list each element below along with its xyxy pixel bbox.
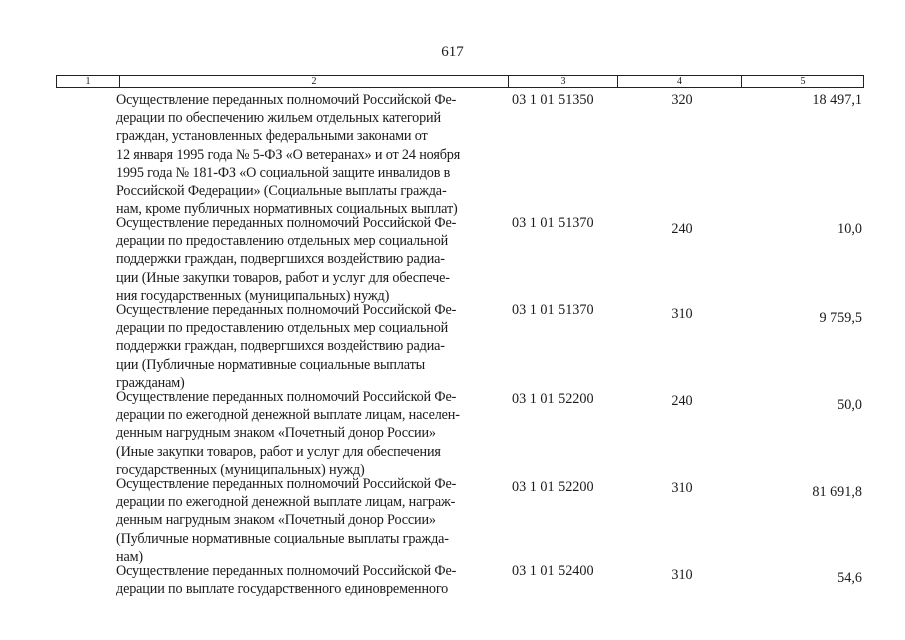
row-expense-type: 240 [671,393,693,409]
row-expense-type: 320 [671,92,693,108]
row-code: 03 1 01 51370 [512,215,594,231]
row-code: 03 1 01 52200 [512,479,594,495]
row-expense-type: 310 [671,480,693,496]
row-code: 03 1 01 51370 [512,302,594,318]
row-amount: 50,0 [837,397,862,413]
row-amount: 18 497,1 [812,92,862,108]
row-amount: 54,6 [837,570,862,586]
row-code: 03 1 01 52400 [512,563,594,579]
row-amount: 9 759,5 [819,310,862,326]
row-description: Осуществление переданных полномочий Российской Фе- дерации по предоставлению отдельных мер социальной поддержки граждан, подвергшихся воздействию радиа- ции (Публичные нормативные социальные выплаты гражданам) [116,302,457,391]
row-description: Осуществление переданных полномочий Российской Фе- дерации по ежегодной денежной выплате лицам, населен- денным нагрудным знаком «Почетный донор России» (Иные закупки товаров, работ и услуг для обеспечения государственных (муниципальных) нужд) [116,389,460,478]
row-expense-type: 240 [671,221,693,237]
column-header-2: 2 [119,75,508,88]
row-amount: 10,0 [837,221,862,237]
row-description: Осуществление переданных полномочий Российской Фе- дерации по обеспечению жильем отдельных категорий граждан, установленных федеральными законами от 12 января 1995 года № 5-ФЗ «О ветеранах» и от 24 ноября 1995 года № 181-ФЗ «О социальной защите инвалидов в Российской Федерации» (Социальные выплаты гражда- нам, кроме публичных нормативных социальных выплат) [116,92,461,218]
row-description: Осуществление переданных полномочий Российской Фе- дерации по предоставлению отдельных мер социальной поддержки граждан, подвергшихся воздействию радиа- ции (Иные закупки товаров, работ и услуг для обеспече- ния государственных (муниципальных) нужд) [116,215,457,304]
row-code: 03 1 01 51350 [512,92,594,108]
row-description: Осуществление переданных полномочий Российской Фе- дерации по выплате государственного единовременного [116,563,457,598]
column-header-3: 3 [508,75,617,88]
column-header-4: 4 [617,75,741,88]
row-description: Осуществление переданных полномочий Российской Фе- дерации по ежегодной денежной выплате лицам, награж- денным нагрудным знаком «Почетный донор России» (Публичные нормативные социальные выплаты гражда- нам) [116,476,457,565]
row-code: 03 1 01 52200 [512,391,594,407]
row-expense-type: 310 [671,306,693,322]
column-header-row [56,75,864,88]
row-amount: 81 691,8 [812,484,862,500]
row-expense-type: 310 [671,567,693,583]
column-header-1: 1 [85,76,91,87]
column-header-5: 5 [741,75,864,88]
page-number: 617 [441,44,464,60]
